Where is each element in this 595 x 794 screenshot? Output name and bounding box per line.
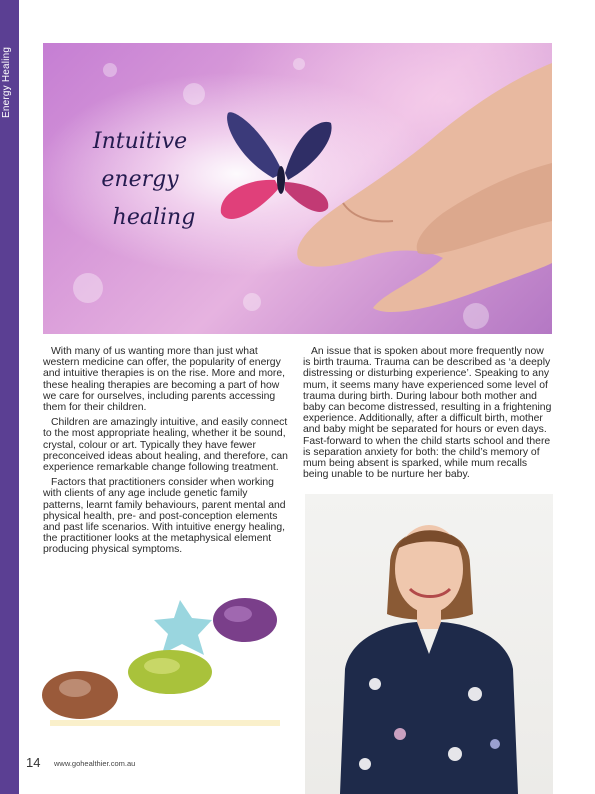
paragraph: Factors that practitioners consider when working with clients of any age include genetic family patterns, learnt family behaviours, parent mental and physical health, pre- and post-conception elements and past life scenarios. With intuitive energy healing, the practitioner looks at the metaphysical element producing physical symptoms.	[43, 477, 286, 556]
hero-title	[65, 123, 215, 237]
section-label	[1, 46, 12, 118]
butterfly-illustration	[213, 98, 353, 238]
hero-image	[43, 43, 552, 334]
right-column	[303, 346, 553, 484]
paragraph: Children are amazingly intuitive, and easily connect to the most appropriate healing, whether it be sound, crystal, colour or art. Typically they have fewer preconceived ideas about healing, and therefore, can experience remarkable change following treatment.	[43, 417, 288, 474]
woman-portrait-illustration	[305, 494, 553, 794]
page-number: 14	[26, 755, 41, 770]
hero-title-line1: Intuitive energy	[92, 129, 188, 192]
paragraph: With many of us wanting more than just what western medicine can offer, the popularity of energy and intuitive therapies is on the rise. More and more, these healing therapies are becoming a part of how we care for ourselves, including parents accessing them for their children.	[43, 346, 285, 414]
crystals-image	[30, 580, 292, 735]
crystals-illustration	[30, 580, 292, 735]
paragraph: An issue that is spoken about more frequently now is birth trauma. Trauma can be described as ‘a deeply distressing or disturbing experience’. Speaking to any mum, it seems many have experienced some level of trauma during birth. During labour both mother and baby can become distressed, resulting in a frightening experience. Additionally, after a difficult birth, mother and baby might be separated for hours or even days. Fast-forward to when the child starts school and there is separation anxiety for both: the child’s memory of mum being absent is sparked, while mum recalls being unable to be nurture her baby.	[303, 346, 552, 481]
footer-url: www.gohealthier.com.au	[54, 759, 136, 768]
section-side-bar	[0, 0, 19, 794]
portrait-photo	[305, 494, 553, 794]
section-label-text: Energy Healing	[1, 46, 12, 118]
hero-title-line2: healing	[112, 205, 196, 230]
left-column	[43, 346, 289, 560]
